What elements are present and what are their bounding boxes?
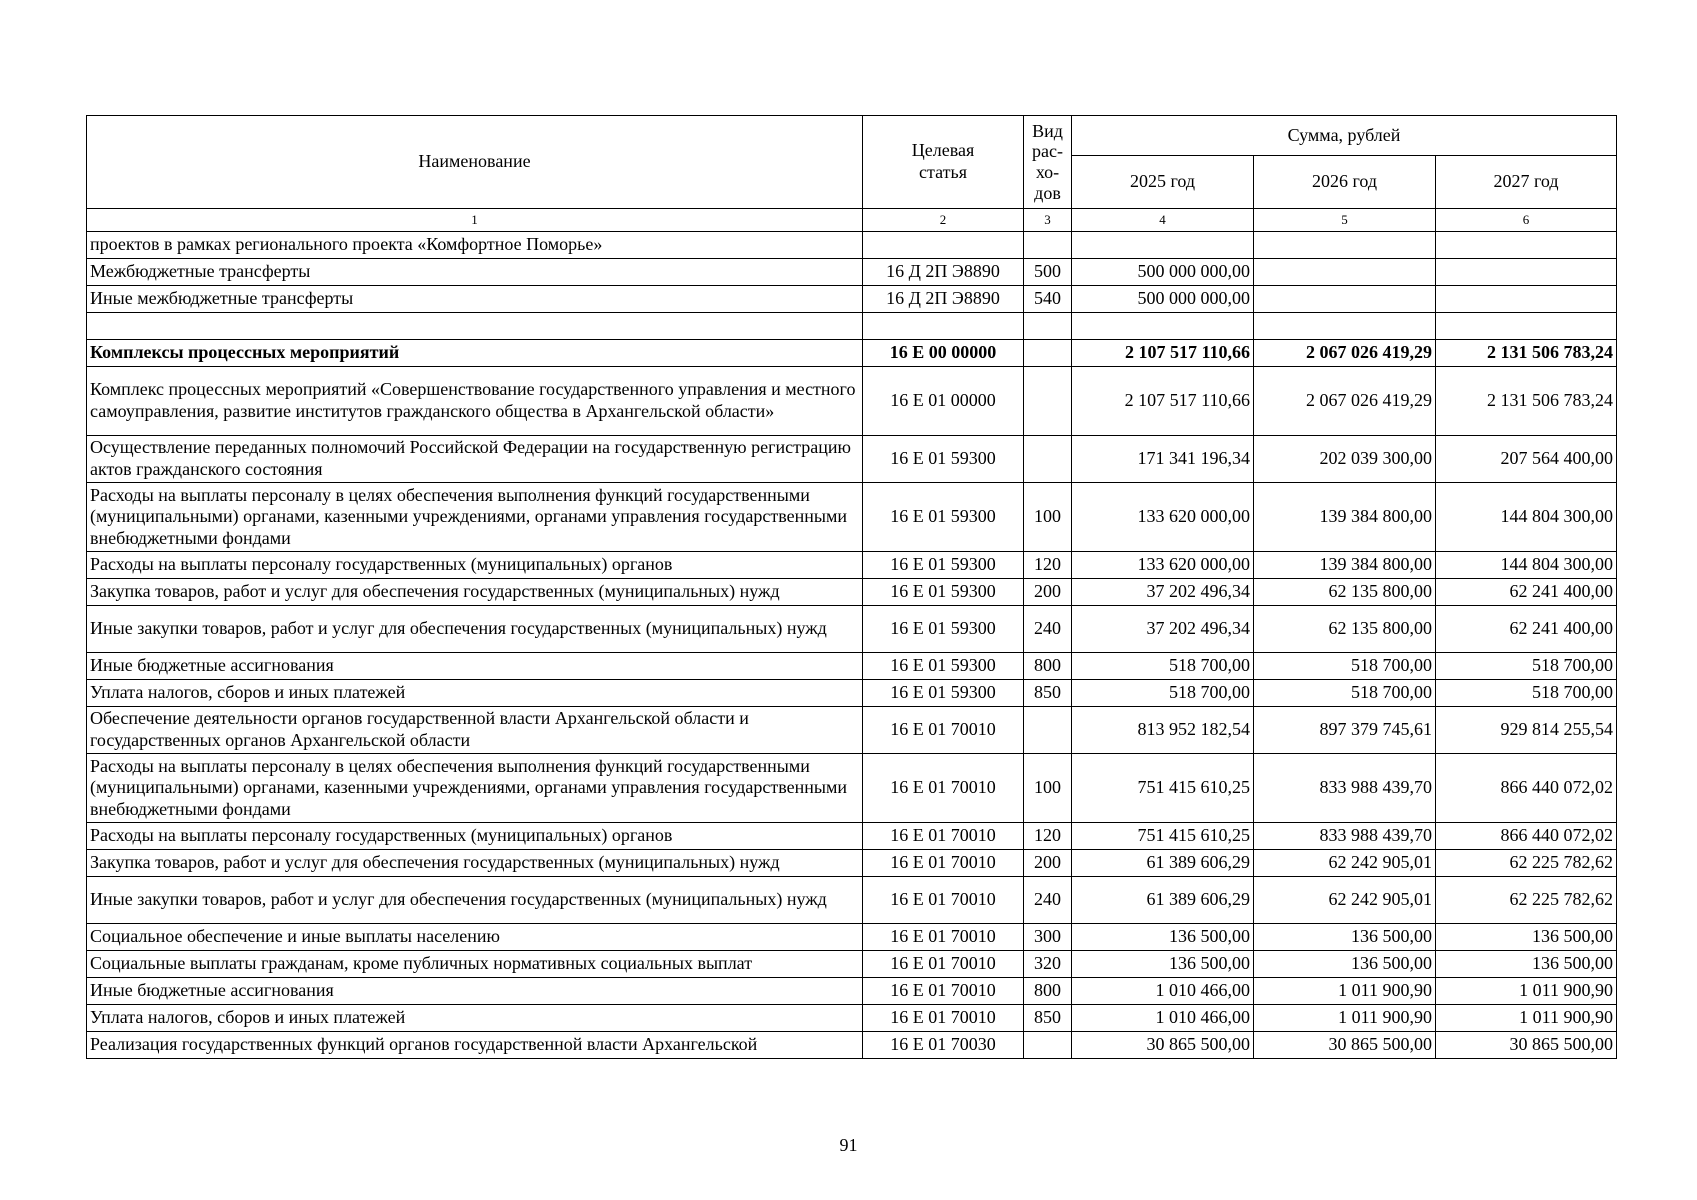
column-number: 5 [1254,209,1436,232]
table-row [87,1032,1617,1059]
row-expense-type-cell: 800 [1024,653,1072,680]
header-name: Наименование [87,116,863,209]
row-amount-2027-cell: 144 804 300,00 [1436,552,1617,579]
table-row [87,1005,1617,1032]
row-name-cell: Иные бюджетные ассигнования [87,978,863,1005]
row-expense-type-cell [1024,340,1072,367]
table-row [87,367,1617,436]
row-name-cell: Расходы на выплаты персоналу государственных (муниципальных) органов [87,823,863,850]
row-name-cell: Закупка товаров, работ и услуг для обеспечения государственных (муниципальных) нужд [87,850,863,877]
row-amount-2025-cell: 813 952 182,54 [1072,707,1254,754]
row-expense-type-cell: 100 [1024,483,1072,552]
row-amount-2027-cell: 866 440 072,02 [1436,823,1617,850]
row-expense-type-cell: 240 [1024,606,1072,653]
column-number: 1 [87,209,863,232]
row-amount-2025-cell [1072,313,1254,340]
row-amount-2027-cell: 144 804 300,00 [1436,483,1617,552]
table-row [87,850,1617,877]
header-vid-line: дов [1034,182,1061,203]
row-name-cell: Расходы на выплаты персоналу государственных (муниципальных) органов [87,552,863,579]
row-expense-type-cell: 500 [1024,259,1072,286]
row-target-article-cell: 16 Е 01 70010 [863,978,1024,1005]
row-amount-2025-cell: 136 500,00 [1072,951,1254,978]
row-amount-2025-cell: 751 415 610,25 [1072,823,1254,850]
row-amount-2026-cell: 518 700,00 [1254,653,1436,680]
row-amount-2027-cell: 136 500,00 [1436,951,1617,978]
row-amount-2026-cell: 833 988 439,70 [1254,823,1436,850]
row-amount-2026-cell: 897 379 745,61 [1254,707,1436,754]
table-row [87,483,1617,552]
row-amount-2027-cell: 866 440 072,02 [1436,754,1617,823]
row-amount-2026-cell: 139 384 800,00 [1254,552,1436,579]
row-amount-2027-cell: 62 225 782,62 [1436,850,1617,877]
row-amount-2027-cell: 62 225 782,62 [1436,877,1617,924]
row-expense-type-cell: 800 [1024,978,1072,1005]
header-target-line2: статья [919,162,967,182]
row-name-cell: Уплата налогов, сборов и иных платежей [87,1005,863,1032]
row-amount-2026-cell [1254,232,1436,259]
row-amount-2026-cell [1254,313,1436,340]
header-target-article [863,116,1024,209]
row-amount-2027-cell: 62 241 400,00 [1436,606,1617,653]
row-expense-type-cell: 300 [1024,924,1072,951]
row-amount-2027-cell: 518 700,00 [1436,653,1617,680]
row-amount-2027-cell [1436,259,1617,286]
row-expense-type-cell: 200 [1024,579,1072,606]
row-name-cell: Комплекс процессных мероприятий «Совершенствование государственного управления и местного самоуправления, развитие институтов гражданского общества в Архангельской области» [87,367,863,436]
row-target-article-cell: 16 Е 01 70010 [863,924,1024,951]
row-target-article-cell: 16 Е 01 59300 [863,483,1024,552]
table-row [87,606,1617,653]
row-expense-type-cell [1024,1032,1072,1059]
column-number-row [87,209,1617,232]
table-body [87,232,1617,1059]
row-target-article-cell: 16 Е 01 59300 [863,606,1024,653]
row-target-article-cell: 16 Е 01 59300 [863,436,1024,483]
row-name-cell: Иные межбюджетные трансферты [87,286,863,313]
row-amount-2025-cell: 500 000 000,00 [1072,286,1254,313]
row-target-article-cell: 16 Е 01 59300 [863,653,1024,680]
header-year-2027: 2027 год [1436,156,1617,209]
table-row [87,754,1617,823]
row-name-cell [87,313,863,340]
row-amount-2027-cell [1436,313,1617,340]
row-name-cell: Расходы на выплаты персоналу в целях обеспечения выполнения функций государственными (муниципальными) органами, казенными учреждениями, органами управления государственными внебюджетными фондами [87,754,863,823]
row-name-cell: Социальное обеспечение и иные выплаты населению [87,924,863,951]
row-amount-2027-cell: 1 011 900,90 [1436,1005,1617,1032]
row-target-article-cell: 16 Д 2П Э8890 [863,259,1024,286]
row-amount-2026-cell: 518 700,00 [1254,680,1436,707]
row-target-article-cell: 16 Е 01 59300 [863,552,1024,579]
row-target-article-cell: 16 Е 01 70010 [863,1005,1024,1032]
row-expense-type-cell: 120 [1024,823,1072,850]
row-name-cell: Уплата налогов, сборов и иных платежей [87,680,863,707]
row-expense-type-cell [1024,436,1072,483]
header-vid-line: Вид [1032,120,1063,141]
row-amount-2025-cell: 133 620 000,00 [1072,483,1254,552]
row-amount-2025-cell [1072,232,1254,259]
row-amount-2026-cell [1254,259,1436,286]
row-name-cell: Осуществление переданных полномочий Российской Федерации на государственную регистрацию актов гражданского состояния [87,436,863,483]
row-target-article-cell: 16 Е 01 59300 [863,680,1024,707]
table-row [87,707,1617,754]
row-amount-2027-cell: 2 131 506 783,24 [1436,367,1617,436]
table-row [87,951,1617,978]
row-amount-2027-cell: 136 500,00 [1436,924,1617,951]
row-target-article-cell: 16 Е 01 70010 [863,823,1024,850]
table-row [87,340,1617,367]
row-amount-2026-cell: 62 135 800,00 [1254,579,1436,606]
row-target-article-cell: 16 Е 01 70010 [863,707,1024,754]
row-name-cell: Расходы на выплаты персоналу в целях обеспечения выполнения функций государственными (муниципальными) органами, казенными учреждениями, органами управления государственными внебюджетными фондами [87,483,863,552]
row-amount-2025-cell: 518 700,00 [1072,680,1254,707]
header-year-2025: 2025 год [1072,156,1254,209]
row-name-cell: Комплексы процессных мероприятий [87,340,863,367]
row-expense-type-cell: 200 [1024,850,1072,877]
row-amount-2025-cell: 500 000 000,00 [1072,259,1254,286]
row-amount-2025-cell: 61 389 606,29 [1072,877,1254,924]
row-amount-2025-cell: 133 620 000,00 [1072,552,1254,579]
table-row [87,313,1617,340]
row-amount-2025-cell: 518 700,00 [1072,653,1254,680]
row-amount-2026-cell [1254,286,1436,313]
row-amount-2025-cell: 30 865 500,00 [1072,1032,1254,1059]
row-amount-2027-cell: 1 011 900,90 [1436,978,1617,1005]
row-target-article-cell: 16 Е 01 00000 [863,367,1024,436]
header-vid-line: рас- [1032,141,1063,162]
table-row [87,232,1617,259]
row-target-article-cell [863,313,1024,340]
header-sum: Сумма, рублей [1072,116,1617,156]
row-amount-2027-cell: 30 865 500,00 [1436,1032,1617,1059]
page-number: 91 [839,1135,858,1155]
row-expense-type-cell: 850 [1024,680,1072,707]
row-amount-2025-cell: 1 010 466,00 [1072,978,1254,1005]
row-target-article-cell: 16 Е 01 70030 [863,1032,1024,1059]
row-name-cell: Социальные выплаты гражданам, кроме публичных нормативных социальных выплат [87,951,863,978]
row-amount-2026-cell: 833 988 439,70 [1254,754,1436,823]
row-amount-2026-cell: 1 011 900,90 [1254,1005,1436,1032]
row-amount-2025-cell: 61 389 606,29 [1072,850,1254,877]
row-expense-type-cell [1024,707,1072,754]
row-amount-2026-cell: 62 242 905,01 [1254,850,1436,877]
table-row [87,823,1617,850]
row-name-cell: Реализация государственных функций органов государственной власти Архангельской [87,1032,863,1059]
header-year-2026: 2026 год [1254,156,1436,209]
row-amount-2026-cell: 139 384 800,00 [1254,483,1436,552]
row-name-cell: Закупка товаров, работ и услуг для обеспечения государственных (муниципальных) нужд [87,579,863,606]
row-amount-2025-cell: 136 500,00 [1072,924,1254,951]
row-expense-type-cell: 540 [1024,286,1072,313]
row-name-cell: Межбюджетные трансферты [87,259,863,286]
row-amount-2025-cell: 751 415 610,25 [1072,754,1254,823]
column-number: 6 [1436,209,1617,232]
table-row [87,653,1617,680]
row-expense-type-cell: 240 [1024,877,1072,924]
row-amount-2027-cell: 929 814 255,54 [1436,707,1617,754]
row-expense-type-cell: 120 [1024,552,1072,579]
table-row [87,286,1617,313]
row-target-article-cell: 16 Е 01 59300 [863,579,1024,606]
row-target-article-cell: 16 Е 01 70010 [863,850,1024,877]
table-row [87,436,1617,483]
row-amount-2026-cell: 30 865 500,00 [1254,1032,1436,1059]
budget-table [86,115,1617,1059]
row-target-article-cell [863,232,1024,259]
row-name-cell: Иные бюджетные ассигнования [87,653,863,680]
row-amount-2027-cell [1436,286,1617,313]
table-row [87,552,1617,579]
row-amount-2026-cell: 1 011 900,90 [1254,978,1436,1005]
row-amount-2025-cell: 2 107 517 110,66 [1072,367,1254,436]
row-amount-2025-cell: 1 010 466,00 [1072,1005,1254,1032]
row-target-article-cell: 16 Е 01 70010 [863,877,1024,924]
row-amount-2027-cell: 207 564 400,00 [1436,436,1617,483]
row-name-cell: Иные закупки товаров, работ и услуг для обеспечения государственных (муниципальных) нужд [87,877,863,924]
header-expense-type [1024,116,1072,209]
row-target-article-cell: 16 Д 2П Э8890 [863,286,1024,313]
row-amount-2027-cell: 2 131 506 783,24 [1436,340,1617,367]
column-number: 3 [1024,209,1072,232]
table-row [87,877,1617,924]
row-target-article-cell: 16 Е 01 70010 [863,951,1024,978]
row-amount-2027-cell: 62 241 400,00 [1436,579,1617,606]
row-expense-type-cell [1024,313,1072,340]
row-expense-type-cell: 850 [1024,1005,1072,1032]
row-amount-2026-cell: 136 500,00 [1254,951,1436,978]
row-target-article-cell: 16 Е 01 70010 [863,754,1024,823]
table-row [87,680,1617,707]
row-amount-2027-cell [1436,232,1617,259]
row-expense-type-cell [1024,367,1072,436]
row-name-cell: Обеспечение деятельности органов государственной власти Архангельской области и государственных органов Архангельской области [87,707,863,754]
row-amount-2026-cell: 202 039 300,00 [1254,436,1436,483]
table-row [87,579,1617,606]
row-amount-2026-cell: 2 067 026 419,29 [1254,340,1436,367]
row-expense-type-cell: 320 [1024,951,1072,978]
row-amount-2026-cell: 2 067 026 419,29 [1254,367,1436,436]
column-number: 2 [863,209,1024,232]
row-amount-2026-cell: 62 242 905,01 [1254,877,1436,924]
row-name-cell: проектов в рамках регионального проекта «Комфортное Поморье» [87,232,863,259]
budget-sheet [86,115,1616,1059]
row-amount-2027-cell: 518 700,00 [1436,680,1617,707]
row-amount-2026-cell: 62 135 800,00 [1254,606,1436,653]
table-row [87,924,1617,951]
row-amount-2025-cell: 37 202 496,34 [1072,606,1254,653]
row-name-cell: Иные закупки товаров, работ и услуг для обеспечения государственных (муниципальных) нужд [87,606,863,653]
header-vid-line: хо- [1035,162,1060,182]
row-amount-2026-cell: 136 500,00 [1254,924,1436,951]
header-target-line1: Целевая [911,140,975,161]
row-amount-2025-cell: 37 202 496,34 [1072,579,1254,606]
row-target-article-cell: 16 Е 00 00000 [863,340,1024,367]
column-number: 4 [1072,209,1254,232]
row-amount-2025-cell: 171 341 196,34 [1072,436,1254,483]
row-expense-type-cell [1024,232,1072,259]
row-amount-2025-cell: 2 107 517 110,66 [1072,340,1254,367]
row-expense-type-cell: 100 [1024,754,1072,823]
table-row [87,259,1617,286]
table-row [87,978,1617,1005]
